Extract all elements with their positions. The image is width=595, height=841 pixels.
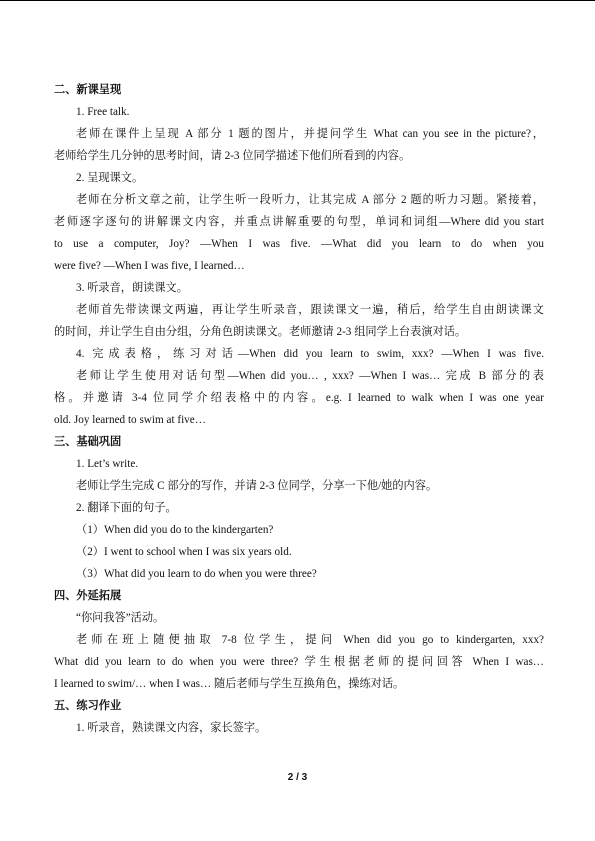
text-line: 2. 呈现课文。 bbox=[76, 172, 144, 184]
text-line: 老师让学生使用对话句型—When did you… , xxx? —When I was… 完成 B 部分的表 bbox=[76, 370, 544, 382]
text-line: What did you learn to do when you were three? 学生根据老师的提问回答 When I was… bbox=[54, 656, 544, 668]
text-line: 1. Free talk. bbox=[76, 106, 130, 118]
text-line: 老师在课件上呈现 A 部分 1 题的图片，并提问学生 What can you see in the picture?， bbox=[76, 128, 544, 140]
text-line: 老师给学生几分钟的思考时间，请 2-3 位同学描述下他们所看到的内容。 bbox=[54, 150, 411, 162]
text-line: “你问我答”活动。 bbox=[76, 612, 165, 624]
text-line: I learned to swim/… when I was… 随后老师与学生互换角色，操练对话。 bbox=[54, 678, 405, 690]
text-line: 老师在班上随便抽取 7-8 位学生，提问 When did you go to kindergarten, xxx? bbox=[76, 634, 544, 646]
text-line: 1. Let’s write. bbox=[76, 458, 139, 470]
text-line: 4. 完成表格，练习对话—When did you learn to swim, xxx? —When I was five. bbox=[76, 348, 544, 360]
section-heading: 五、练习作业 bbox=[54, 700, 122, 712]
text-line: to use a computer, Joy? —When I was five. —What did you learn to do when you bbox=[54, 238, 544, 250]
text-line: 老师让学生完成 C 部分的写作，并请 2-3 位同学，分享一下他/她的内容。 bbox=[76, 480, 438, 492]
text-line: （1）When did you do to the kindergarten? bbox=[76, 524, 274, 536]
text-line: 2. 翻译下面的句子。 bbox=[76, 502, 177, 514]
section-heading: 三、基础巩固 bbox=[54, 436, 122, 448]
text-line: 老师首先带读课文两遍，再让学生听录音，跟读课文一遍，稍后，给学生自由朗读课文 bbox=[76, 304, 544, 316]
page-number: 2 / 3 bbox=[287, 772, 308, 783]
text-line: 1. 听录音，熟读课文内容，家长签字。 bbox=[76, 722, 267, 734]
text-line: 3. 听录音，朗读课文。 bbox=[76, 282, 188, 294]
section-heading: 四、外延拓展 bbox=[54, 590, 122, 602]
section-heading: 二、新课呈现 bbox=[54, 84, 122, 96]
text-line: 的时间，并让学生自由分组，分角色朗读课文。老师邀请 2-3 组同学上台表演对话。 bbox=[54, 326, 467, 338]
text-line: （3）What did you learn to do when you were three? bbox=[76, 568, 317, 580]
text-line: 老师逐字逐句的讲解课文内容，并重点讲解重要的句型，单词和词组—Where did you start bbox=[54, 216, 544, 228]
document-body bbox=[54, 79, 544, 739]
top-rule bbox=[0, 0, 595, 1]
text-line: （2）I went to school when I was six years old. bbox=[76, 546, 292, 558]
text-line: 格。并邀请 3-4 位同学介绍表格中的内容。e.g. I learned to walk when I was one year bbox=[54, 392, 544, 404]
text-line: 老师在分析文章之前，让学生听一段听力，让其完成 A 部分 2 题的听力习题。紧接着， bbox=[76, 194, 544, 206]
text-line: old. Joy learned to swim at five… bbox=[54, 414, 206, 426]
text-line: were five? —When I was five, I learned… bbox=[54, 260, 245, 272]
